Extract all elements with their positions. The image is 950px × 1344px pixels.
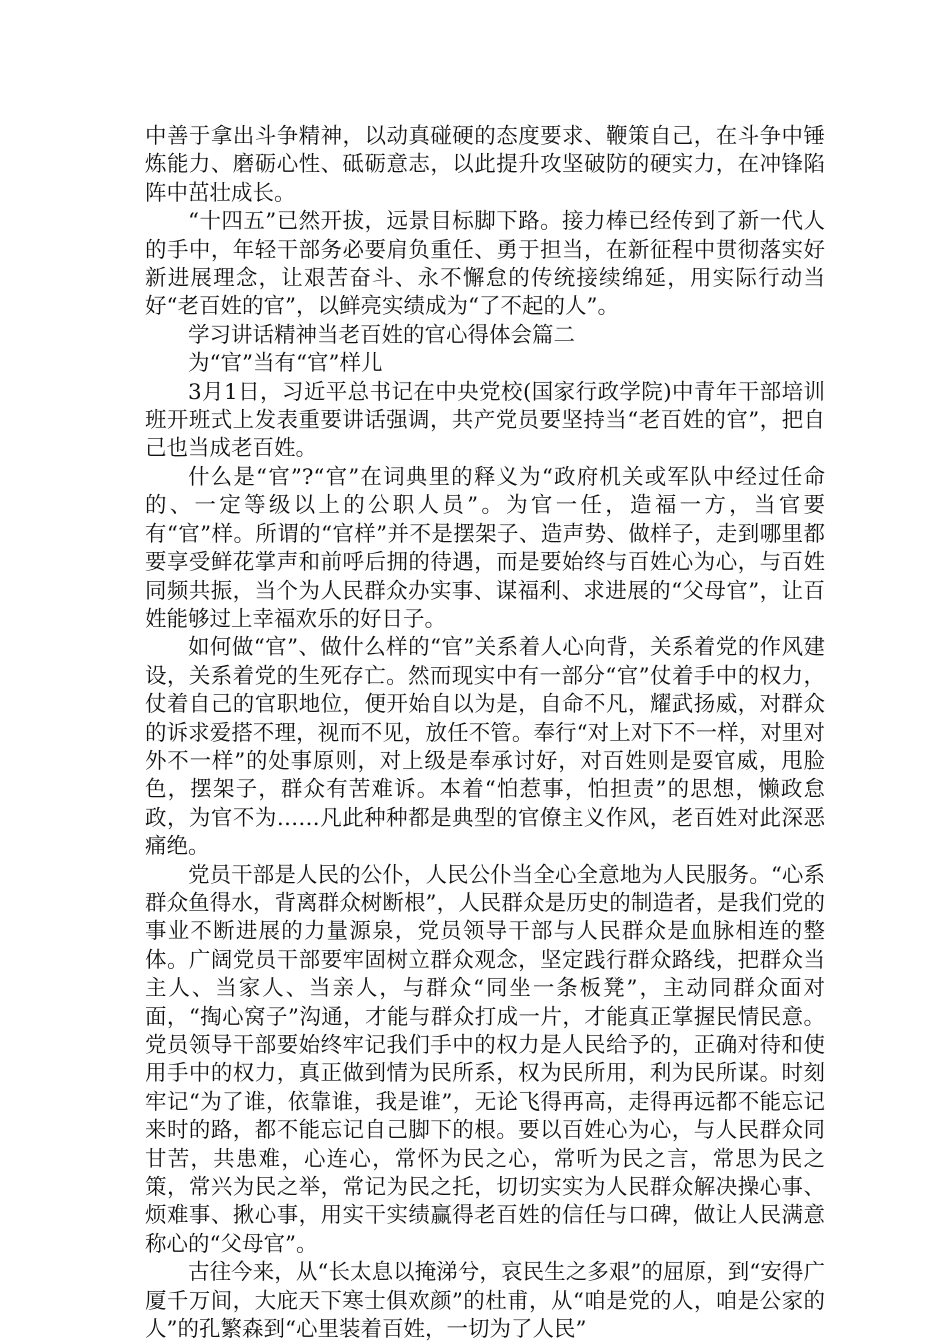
paragraph-continued-intro: 中善于拿出斗争精神，以动真碰硬的态度要求、鞭策自己，在斗争中锤炼能力、磨砺心性、砥砺意志，以此提升攻坚破防的硬实力，在冲锋陷阵中茁壮成长。: [145, 124, 825, 206]
paragraph-historical-examples: 古往今来，从“长太息以掩涕兮，哀民生之多艰”的屈原，到“安得广厦千万间，大庇天下寒士俱欢颜”的杜甫，从“咱是党的人，咱是公家的人”的孔繁森到“心里装着百姓，一切为了人民”: [145, 1260, 825, 1343]
paragraph-fourteenth-five-year: “十四五”已然开拔，远景目标脚下路。接力棒已经传到了新一代人的手中，年轻干部务必要肩负重任、勇于担当，在新征程中贯彻落实好新进展理念，让艰苦奋斗、永不懈怠的传统接续绵延，用实际行动当好“老百姓的官”，以鲜亮实绩成为“了不起的人”。: [145, 209, 825, 320]
paragraph-how-to-be-official: 如何做“官”、做什么样的“官”关系着人心向背，关系着党的作风建设，关系着党的生死存亡。然而现实中有一部分“官”仗着手中的权力，仗着自己的官职地位，便开始自以为是，自命不凡，耀武扬威，对群众的诉求爱搭不理，视而不见，放任不管。奉行“对上对下不一样，对里对外不一样”的处事原则，对上级是奉承讨好，对百姓则是耍官威，甩脸色，摆架子，群众有苦难诉。本着“怕惹事，怕担责”的思想，懒政怠政，为官不为……凡此种种都是典型的官僚主义作风，老百姓对此深恶痛绝。: [145, 635, 825, 860]
paragraph-public-servant: 党员干部是人民的公仆，人民公仆当全心全意地为人民服务。“心系群众鱼得水，背离群众树断根”，人民群众是历史的制造者，是我们党的事业不断进展的力量源泉，党员领导干部与人民群众是血脉相连的整体。广阔党员干部要牢固树立群众观念，坚定践行群众路线，把群众当主人、当家人、当亲人，与群众“同坐一条板凳”，主动同群众面对面，“掏心窝子”沟通，才能与群众打成一片，才能真正掌握民情民意。党员领导干部要始终牢记我们手中的权力是人民给予的，正确对待和使用手中的权力，真正做到情为民所系，权为民所用，利为民所谋。时刻牢记“为了谁，依靠谁，我是谁”，无论飞得再高，走得再远都不能忘记来时的路，都不能忘记自己脚下的根。要以百姓心为心，与人民群众同甘苦，共患难，心连心，常怀为民之心，常听为民之言，常思为民之策，常兴为民之举，常记为民之托，切切实实为人民群众解决操心事、烦难事、揪心事，用实干实绩赢得老百姓的信任与口碑，做让人民满意称心的“父母官”。: [145, 862, 825, 1257]
document-body: [145, 123, 825, 1344]
paragraph-speech-date: 3月1日，习近平总书记在中央党校(国家行政学院)中青年干部培训班开班式上发表重要讲话强调，共产党员要坚持当“老百姓的官”，把自己也当成老百姓。: [145, 379, 825, 462]
paragraph-what-is-official: 什么是“官”?“官”在词典里的释义为“政府机关或军队中经过任命的、一定等级以上的公职人员”。为官一任，造福一方，当官要有“官”样。所谓的“官样”并不是摆架子、造声势、做样子，走到哪里都要享受鲜花掌声和前呼后拥的待遇，而是要始终与百姓心为心，与百姓同频共振，当个为人民群众办实事、谋福利、求进展的“父母官”，让百姓能够过上幸福欢乐的好日子。: [145, 464, 825, 632]
article-title: 为“官”当有“官”样儿: [188, 351, 383, 377]
section-heading: 学习讲话精神当老百姓的官心得体会篇二: [188, 322, 576, 348]
